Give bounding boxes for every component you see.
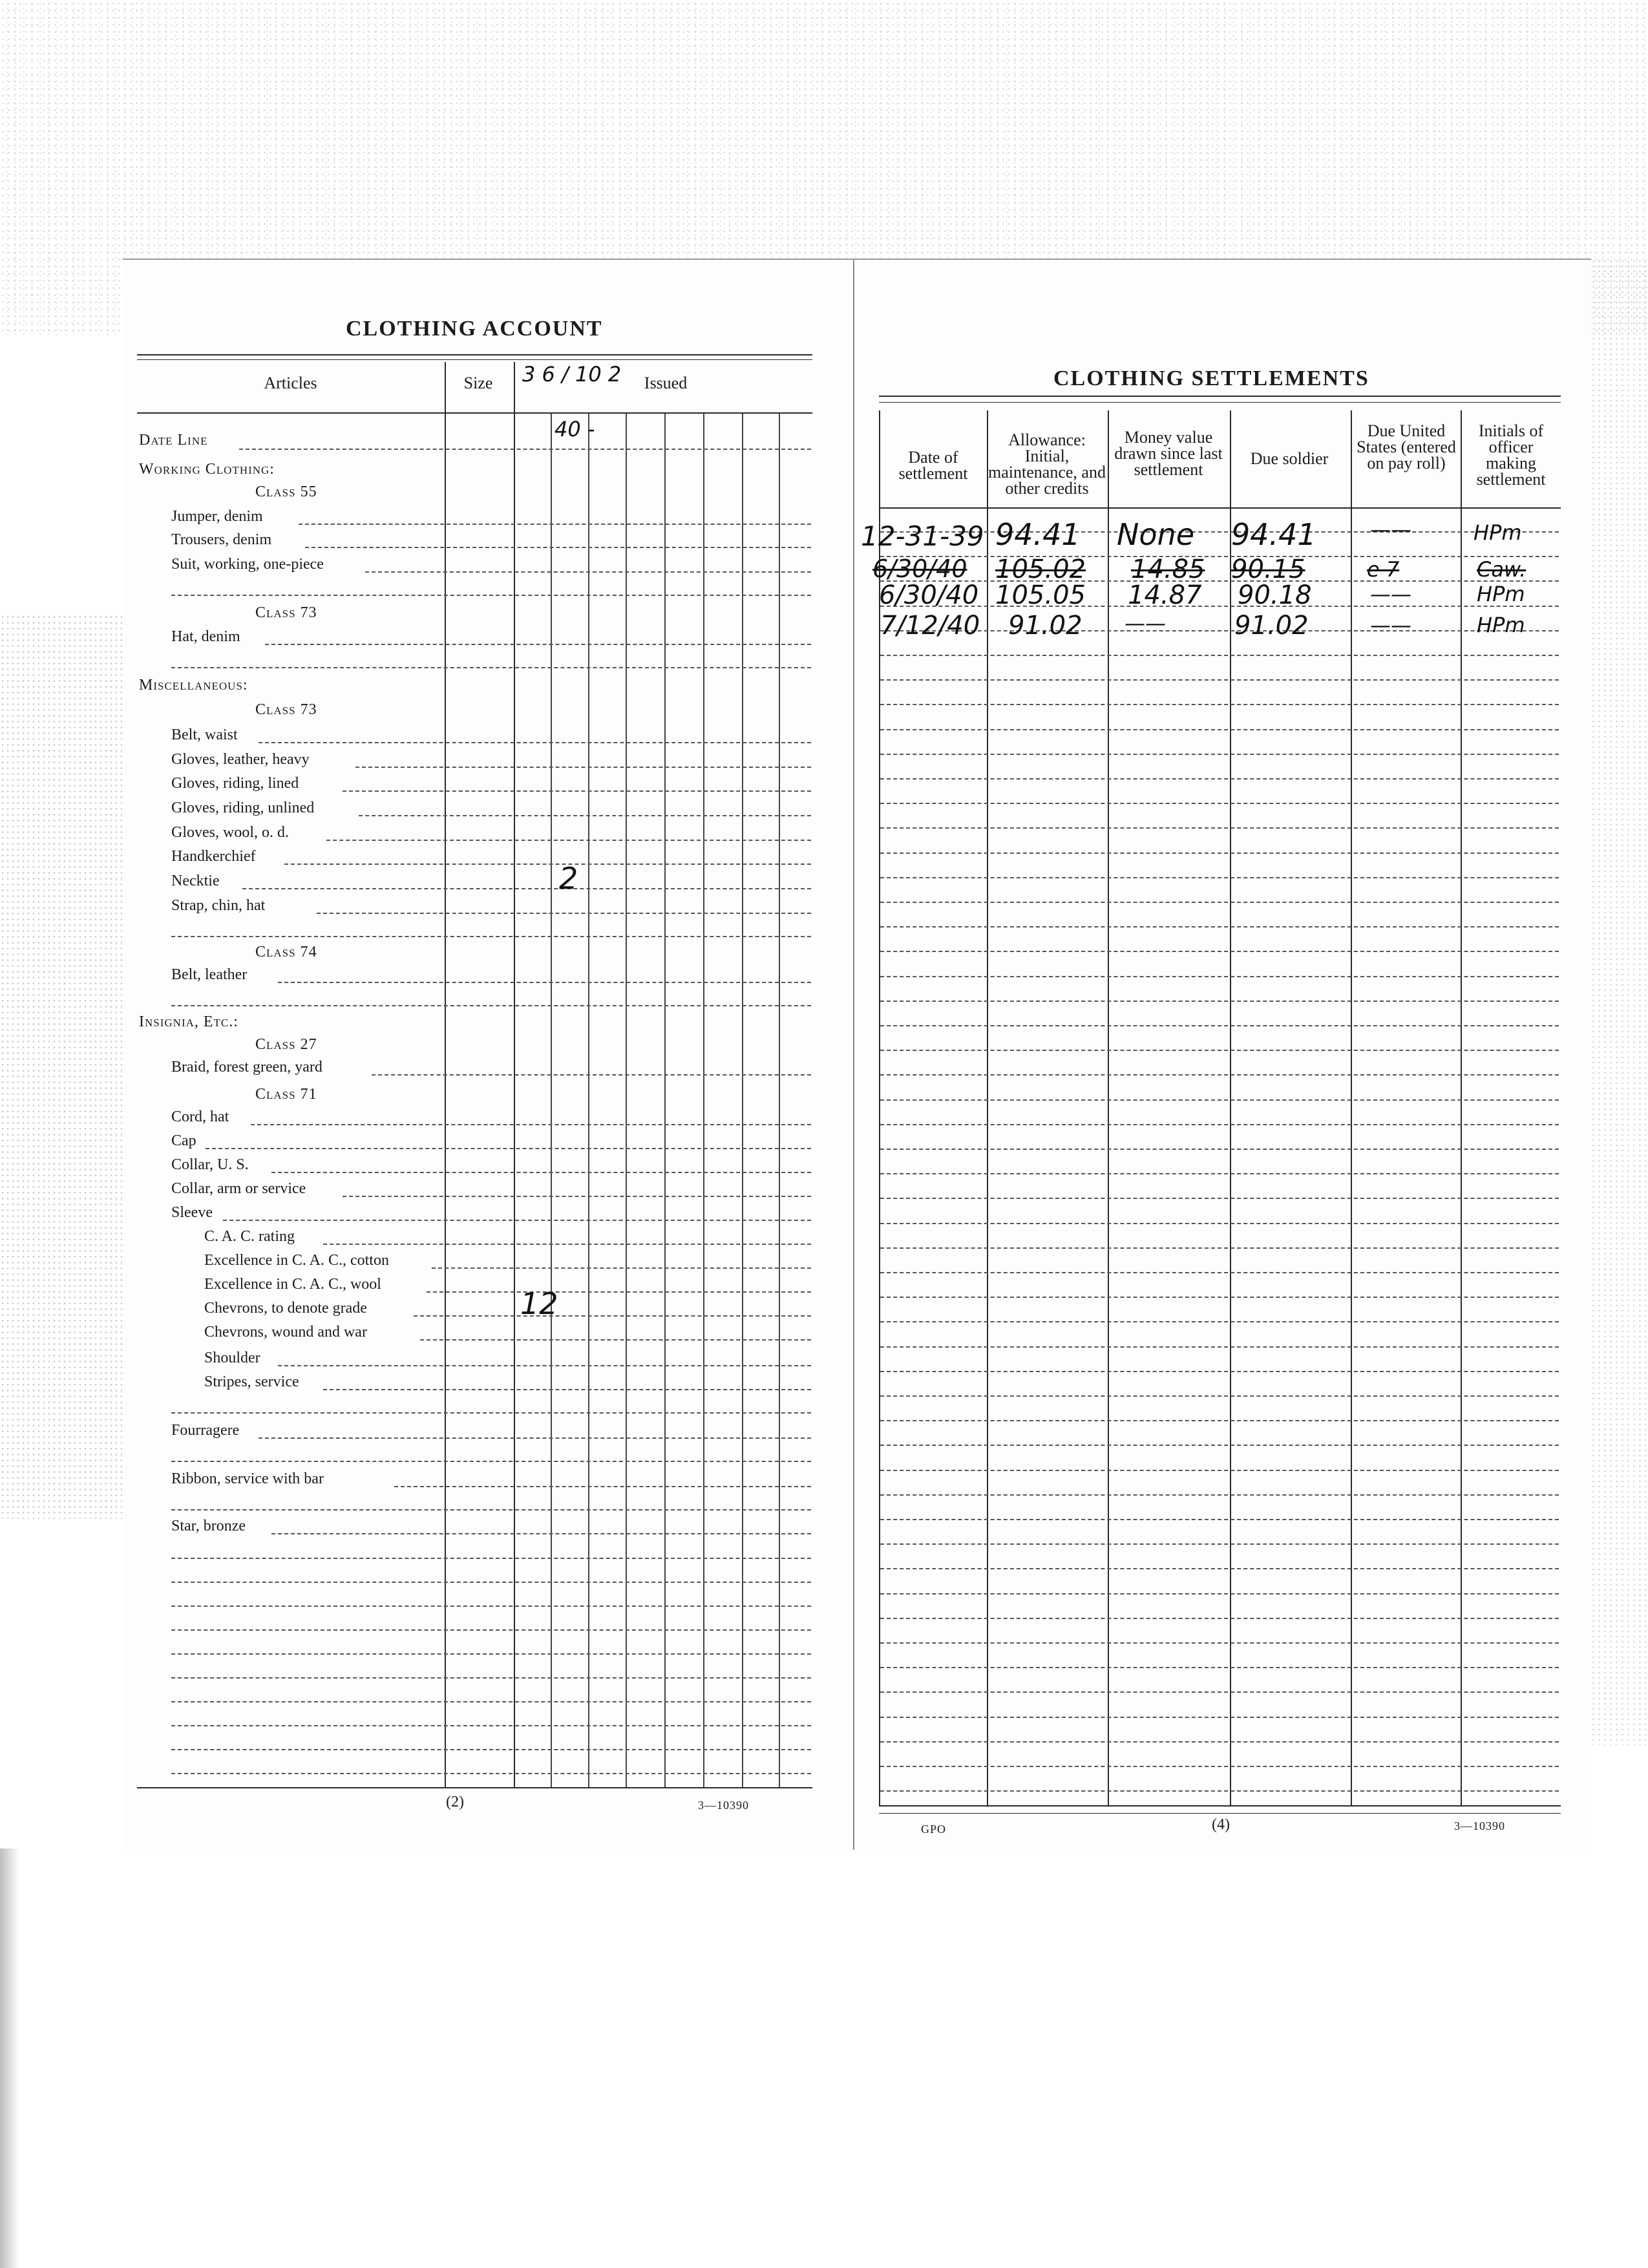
dotted-line — [305, 547, 811, 548]
dotted-line — [271, 1172, 811, 1173]
settlement-due-us: —— — [1370, 613, 1411, 637]
settlement-rule-line — [880, 877, 1559, 878]
settlement-rule-line — [880, 827, 1559, 829]
article-item: Suit, working, one-piece — [171, 556, 324, 573]
class-label: Class 73 — [255, 604, 317, 621]
section-heading: Insignia, Etc.: — [139, 1013, 238, 1030]
article-item: Belt, leather — [171, 966, 248, 983]
settlement-date: 7/12/40 — [880, 611, 980, 641]
due-us-header: Due United States (entered on pay roll) — [1357, 421, 1456, 472]
issued-header: Issued — [644, 374, 688, 392]
article-item: Strap, chin, hat — [171, 897, 266, 914]
dotted-line — [171, 1629, 811, 1631]
settlement-rule-line — [880, 1494, 1559, 1496]
dotted-line — [239, 449, 811, 450]
right-top-rule-2 — [879, 402, 1561, 403]
article-item: Belt, waist — [171, 726, 238, 743]
dotted-line — [171, 1653, 811, 1655]
settlement-due-soldier: 90.18 — [1238, 580, 1312, 610]
article-item: Chevrons, wound and war — [204, 1324, 367, 1341]
settlement-rule-line — [880, 1642, 1559, 1644]
initials-header: Initials of officer making settlement — [1476, 421, 1546, 489]
article-item: Chevrons, to denote grade — [204, 1300, 367, 1317]
scan-speckle-left — [0, 614, 129, 1519]
settlement-rule-line — [880, 1321, 1559, 1322]
right-form-number: 3—10390 — [1454, 1819, 1505, 1832]
settlement-rule-line — [880, 803, 1559, 804]
dotted-line — [365, 571, 811, 573]
binding-shadow — [0, 1849, 19, 2268]
dotted-line — [432, 1267, 811, 1269]
article-item: Shoulder — [204, 1350, 260, 1366]
settlement-rule-line — [880, 1025, 1559, 1026]
allowance-header: Allowance: Initial, maintenance, and other credits — [988, 430, 1106, 498]
settlement-rule-line — [880, 1519, 1559, 1520]
settlement-rule-line — [880, 1371, 1559, 1372]
settlement-rule-line — [880, 1470, 1559, 1471]
dotted-line — [259, 742, 811, 743]
settlement-initials: HPm — [1474, 520, 1522, 545]
dotted-line — [420, 1339, 811, 1341]
article-item: Collar, arm or service — [171, 1180, 306, 1197]
article-item: Cord, hat — [171, 1108, 229, 1125]
settlement-rule-line — [880, 976, 1559, 977]
printer-mark: GPO — [921, 1823, 947, 1836]
article-item: Collar, U. S. — [171, 1156, 249, 1173]
left-bottom-rule — [137, 1787, 812, 1788]
article-item: Braid, forest green, yard — [171, 1059, 322, 1076]
articles-header: Articles — [264, 374, 317, 392]
dotted-line — [343, 790, 811, 792]
settlement-rule-line — [880, 1346, 1559, 1348]
settlement-allowance: 91.02 — [1008, 611, 1083, 641]
settlement-rule-line — [880, 1074, 1559, 1076]
right-page — [853, 259, 1591, 1850]
settlement-rule-line — [880, 1445, 1559, 1446]
class-label: Class 71 — [255, 1086, 317, 1103]
left-top-rule-2 — [137, 359, 812, 360]
article-item: Jumper, denim — [171, 508, 263, 525]
settlement-rule-line — [880, 704, 1559, 705]
due-soldier-header: Due soldier — [1250, 449, 1329, 468]
settlement-rule-line — [880, 1297, 1559, 1298]
settlement-rule-line — [880, 679, 1559, 681]
dotted-line — [171, 1725, 811, 1726]
settlement-rule-line — [880, 853, 1559, 854]
clothing-settlements-title: CLOTHING SETTLEMENTS — [1053, 366, 1369, 390]
settlement-allowance: 94.41 — [995, 517, 1081, 552]
dotted-line — [427, 1291, 811, 1293]
article-item: Trousers, denim — [171, 531, 272, 548]
settlement-rule-line — [880, 1173, 1559, 1174]
right-top-rule — [879, 396, 1561, 397]
dotted-line — [271, 1533, 811, 1534]
settlement-money-drawn: 14.85 — [1131, 555, 1205, 584]
dotted-line — [171, 1558, 811, 1559]
settlement-date: 6/30/40 — [879, 580, 979, 610]
handwritten-chevrons-qty: 12 — [520, 1286, 558, 1321]
left-page-number: (2) — [446, 1794, 464, 1810]
settlement-rule-line — [880, 1766, 1559, 1767]
settlement-due-us: —— — [1370, 582, 1411, 606]
right-col-line — [987, 410, 988, 1805]
dotted-line — [223, 1220, 811, 1221]
dotted-line — [394, 1486, 811, 1487]
class-label: Class 27 — [255, 1036, 317, 1053]
class-label: Class 55 — [255, 483, 317, 500]
settlement-rule-line — [880, 1717, 1559, 1718]
settlement-rule-line — [880, 1790, 1559, 1792]
settlement-initials: HPm — [1477, 582, 1525, 606]
settlement-rule-line — [880, 1568, 1559, 1569]
article-item: Sleeve — [171, 1204, 213, 1221]
article-item: Gloves, leather, heavy — [171, 751, 310, 768]
article-item: Ribbon, service with bar — [171, 1470, 324, 1487]
dotted-line — [355, 767, 811, 768]
settlement-rule-line — [880, 1001, 1559, 1002]
settlement-rule-line — [880, 902, 1559, 903]
article-item: Excellence in C. A. C., cotton — [204, 1252, 389, 1269]
dotted-line — [171, 1582, 811, 1583]
left-form-number: 3—10390 — [698, 1799, 749, 1812]
right-col-line — [1108, 410, 1109, 1805]
article-item: Cap — [171, 1132, 196, 1149]
dotted-line — [251, 1124, 811, 1125]
settlement-due-us: e 7 — [1367, 557, 1400, 582]
settlement-allowance: 105.05 — [995, 580, 1086, 610]
settlement-rule-line — [880, 1395, 1559, 1397]
size-header: Size — [463, 374, 493, 392]
right-col-line — [1351, 410, 1352, 1805]
settlement-rule-line — [880, 580, 1559, 582]
article-item: Hat, denim — [171, 628, 240, 645]
dotted-line — [171, 1701, 811, 1702]
article-item: Handkerchief — [171, 848, 256, 865]
right-col-line — [1461, 410, 1462, 1805]
dotted-line — [171, 595, 811, 596]
class-label: Class 73 — [255, 701, 317, 718]
settlement-due-soldier: 91.02 — [1234, 611, 1309, 641]
article-item: Necktie — [171, 873, 220, 889]
dotted-line — [343, 1196, 811, 1197]
settlement-rule-line — [880, 1667, 1559, 1668]
handwritten-necktie-qty: 2 — [559, 861, 578, 896]
dotted-line — [299, 524, 811, 525]
dotted-line — [171, 1606, 811, 1607]
settlement-initials: Caw. — [1477, 557, 1527, 582]
dotted-line — [326, 840, 811, 841]
settlement-rule-line — [880, 1741, 1559, 1743]
dotted-line — [278, 982, 811, 983]
dotted-line — [317, 913, 811, 914]
left-top-rule — [137, 354, 812, 355]
settlement-rule-line — [880, 1618, 1559, 1619]
dotted-line — [171, 1509, 811, 1510]
settlement-rule-line — [880, 606, 1559, 607]
settlement-due-soldier: 90.15 — [1231, 555, 1305, 584]
right-bottom-rule-2 — [879, 1813, 1561, 1814]
dotted-line — [265, 644, 811, 645]
article-item: Excellence in C. A. C., wool — [204, 1276, 381, 1293]
article-item: Fourragere — [171, 1422, 240, 1439]
settlement-due-us: —— — [1370, 517, 1411, 542]
settlement-rule-line — [880, 1543, 1559, 1545]
dotted-line — [242, 888, 811, 889]
settlement-rule-line — [880, 729, 1559, 730]
handwritten-date-line: 40 - — [555, 417, 595, 441]
settlement-rule-line — [880, 556, 1559, 557]
settlement-rule-line — [880, 1099, 1559, 1101]
dotted-line — [171, 1461, 811, 1462]
dotted-line — [171, 1773, 811, 1774]
right-bottom-rule — [879, 1805, 1561, 1807]
settlement-rule-line — [880, 630, 1559, 631]
dotted-line — [171, 1005, 811, 1006]
dotted-line — [414, 1315, 811, 1317]
dotted-line — [284, 864, 811, 865]
settlement-rule-line — [880, 778, 1559, 779]
left-page — [123, 259, 853, 1850]
dotted-line — [206, 1148, 811, 1149]
dotted-line — [171, 936, 811, 937]
settlement-rule-line — [880, 1272, 1559, 1273]
settlement-rule-line — [880, 754, 1559, 755]
right-col-line — [1230, 410, 1231, 1805]
dotted-line — [278, 1365, 811, 1366]
dotted-line — [323, 1244, 811, 1245]
section-heading: Working Clothing: — [139, 461, 275, 478]
settlement-rule-line — [880, 655, 1559, 656]
settlement-money-drawn: 14.87 — [1128, 580, 1202, 610]
settlement-money-drawn: —— — [1125, 611, 1166, 635]
dotted-line — [171, 667, 811, 668]
date-settlement-header: Date of settlement — [898, 448, 968, 483]
dotted-line — [372, 1074, 811, 1076]
settlement-money-drawn: None — [1117, 517, 1195, 552]
settlement-rule-line — [880, 1198, 1559, 1199]
settlement-date: 6/30/40 — [872, 555, 967, 583]
settlement-date: 12-31-39 — [861, 520, 984, 552]
settlement-rule-line — [880, 1124, 1559, 1125]
dotted-line — [359, 815, 811, 816]
settlement-rule-line — [880, 1691, 1559, 1693]
handwritten-date-header: 3 6 / 10 2 — [522, 362, 622, 387]
section-heading: Miscellaneous: — [139, 677, 248, 694]
settlement-rule-line — [880, 1420, 1559, 1421]
settlement-rule-line — [880, 1149, 1559, 1150]
article-item: Gloves, riding, unlined — [171, 800, 315, 816]
date-line-label: Date Line — [139, 432, 208, 449]
article-item: Gloves, wool, o. d. — [171, 824, 289, 841]
settlement-rule-line — [880, 1247, 1559, 1249]
dotted-line — [171, 1749, 811, 1750]
left-header-rule — [137, 412, 812, 414]
article-item: Star, bronze — [171, 1518, 246, 1534]
settlement-rule-line — [880, 926, 1559, 927]
settlement-rule-line — [880, 951, 1559, 952]
dotted-line — [259, 1437, 811, 1439]
clothing-account-title: CLOTHING ACCOUNT — [346, 317, 603, 341]
settlement-initials: HPm — [1477, 613, 1525, 637]
dotted-line — [323, 1389, 811, 1390]
money-drawn-header: Money value drawn since last settlement — [1114, 428, 1223, 479]
settlement-due-soldier: 94.41 — [1231, 517, 1316, 552]
settlement-allowance: 105.02 — [995, 555, 1086, 584]
settlement-rule-line — [880, 1593, 1559, 1595]
right-header-rule — [879, 507, 1561, 509]
class-label: Class 74 — [255, 944, 317, 960]
dotted-line — [171, 1677, 811, 1679]
settlement-rule-line — [880, 1223, 1559, 1224]
article-item: C. A. C. rating — [204, 1228, 295, 1245]
right-page-number: (4) — [1212, 1816, 1230, 1833]
dotted-line — [171, 1412, 811, 1414]
article-item: Stripes, service — [204, 1373, 299, 1390]
settlement-rule-line — [880, 1050, 1559, 1051]
article-item: Gloves, riding, lined — [171, 775, 299, 792]
